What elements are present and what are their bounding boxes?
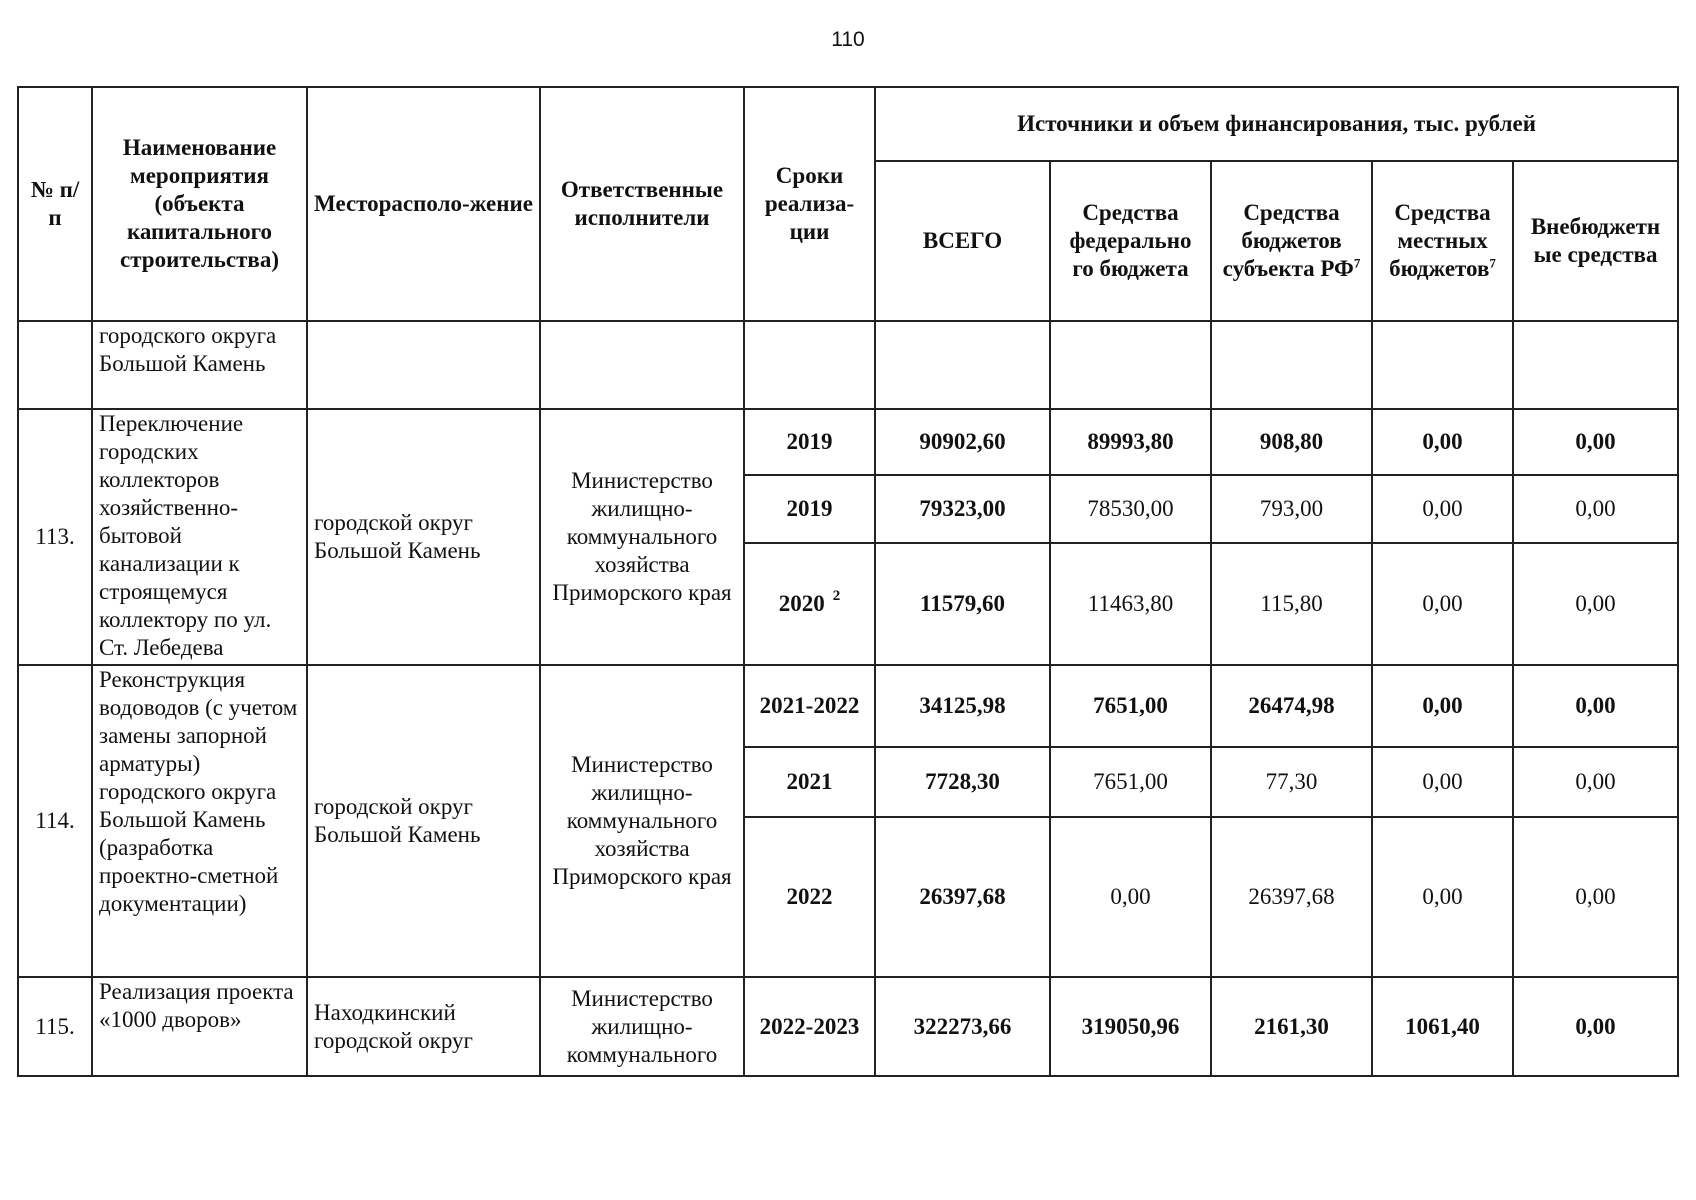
table-row: [18, 321, 1678, 409]
cell-responsible: Министерство жилищно-коммунального: [540, 977, 744, 1076]
cell-period: 2021-2022: [744, 665, 875, 747]
cell-federal: [1050, 321, 1211, 409]
period-footnote: 2: [832, 588, 841, 605]
cell-regional: 793,00: [1211, 475, 1372, 543]
cell-regional: 77,30: [1211, 747, 1372, 817]
financing-table: [17, 86, 1679, 1077]
header-total: ВСЕГО: [875, 161, 1050, 321]
cell-regional: 2161,30: [1211, 977, 1372, 1076]
header-num: № п/п: [18, 87, 92, 321]
cell-total: 26397,68: [875, 817, 1050, 977]
cell-federal: 319050,96: [1050, 977, 1211, 1076]
cell-extra: [1513, 321, 1678, 409]
cell-federal: 11463,80: [1050, 543, 1211, 665]
cell-num: 114.: [18, 665, 92, 977]
cell-federal: 7651,00: [1050, 665, 1211, 747]
cell-local: 0,00: [1372, 817, 1513, 977]
cell-total: 34125,98: [875, 665, 1050, 747]
header-local: [1372, 161, 1513, 321]
cell-total: 7728,30: [875, 747, 1050, 817]
cell-total: 11579,60: [875, 543, 1050, 665]
cell-regional: 26474,98: [1211, 665, 1372, 747]
cell-regional: 26397,68: [1211, 817, 1372, 977]
header-regional-label: Средства бюджетов субъекта РФ: [1222, 200, 1354, 281]
header-period: Сроки реализа-ции: [744, 87, 875, 321]
cell-period: [744, 543, 875, 665]
cell-federal: 89993,80: [1050, 409, 1211, 475]
header-local-label: Средства местных бюджетов: [1389, 200, 1491, 281]
header-extrabudget: Внебюджетн ые средства: [1513, 161, 1678, 321]
cell-extra: 0,00: [1513, 409, 1678, 475]
cell-federal: 0,00: [1050, 817, 1211, 977]
cell-num: [18, 321, 92, 409]
cell-location: [307, 321, 540, 409]
cell-local: 0,00: [1372, 747, 1513, 817]
cell-total: 90902,60: [875, 409, 1050, 475]
period-value: 2020: [778, 591, 825, 616]
cell-period: [744, 321, 875, 409]
cell-name: городского округа Большой Камень: [92, 321, 307, 409]
cell-period: 2022: [744, 817, 875, 977]
table-row: [18, 409, 1678, 475]
header-location: Месторасполо-жение: [307, 87, 540, 321]
cell-local: [1372, 321, 1513, 409]
cell-name: Реализация проекта «1000 дворов»: [92, 977, 307, 1076]
cell-extra: 0,00: [1513, 747, 1678, 817]
cell-responsible: Министерство жилищно-коммунального хозяйства Приморского края: [540, 665, 744, 977]
header-financing-group: Источники и объем финансирования, тыс. рублей: [875, 87, 1678, 161]
cell-regional: [1211, 321, 1372, 409]
header-regional: [1211, 161, 1372, 321]
cell-total: [875, 321, 1050, 409]
table-row: [18, 977, 1678, 1076]
cell-local: 0,00: [1372, 665, 1513, 747]
cell-federal: 7651,00: [1050, 747, 1211, 817]
header-local-footnote: 7: [1489, 255, 1496, 271]
cell-extra: 0,00: [1513, 475, 1678, 543]
page-number: 110: [831, 28, 865, 51]
cell-period: 2019: [744, 409, 875, 475]
header-federal: Средства федерально го бюджета: [1050, 161, 1211, 321]
cell-num: 115.: [18, 977, 92, 1076]
cell-name: Переключение городских коллекторов хозяйственно-бытовой канализации к строящемуся коллектору по ул. Ст. Лебедева: [92, 409, 307, 665]
cell-location: городской округ Большой Камень: [307, 409, 540, 665]
cell-local: 0,00: [1372, 409, 1513, 475]
cell-period: 2022-2023: [744, 977, 875, 1076]
cell-extra: 0,00: [1513, 977, 1678, 1076]
cell-location: городской округ Большой Камень: [307, 665, 540, 977]
cell-total: 79323,00: [875, 475, 1050, 543]
cell-location: Находкинский городской округ: [307, 977, 540, 1076]
cell-responsible: Министерство жилищно-коммунального хозяйства Приморского края: [540, 409, 744, 665]
cell-regional: 115,80: [1211, 543, 1372, 665]
cell-local: 0,00: [1372, 475, 1513, 543]
cell-regional: 908,80: [1211, 409, 1372, 475]
cell-local: 1061,40: [1372, 977, 1513, 1076]
cell-num: 113.: [18, 409, 92, 665]
cell-responsible: [540, 321, 744, 409]
cell-extra: 0,00: [1513, 665, 1678, 747]
cell-name: Реконструкция водоводов (с учетом замены запорной арматуры) городского округа Большой Камень (разработка проектно-сметной документации): [92, 665, 307, 977]
header-responsible: Ответственные исполнители: [540, 87, 744, 321]
cell-period: 2021: [744, 747, 875, 817]
table-row: [18, 665, 1678, 747]
header-regional-footnote: 7: [1353, 255, 1361, 271]
cell-federal: 78530,00: [1050, 475, 1211, 543]
header-name: Наименование мероприятия (объекта капитального строительства): [92, 87, 307, 321]
cell-total: 322273,66: [875, 977, 1050, 1076]
cell-period: 2019: [744, 475, 875, 543]
cell-extra: 0,00: [1513, 543, 1678, 665]
cell-local: 0,00: [1372, 543, 1513, 665]
cell-extra: 0,00: [1513, 817, 1678, 977]
